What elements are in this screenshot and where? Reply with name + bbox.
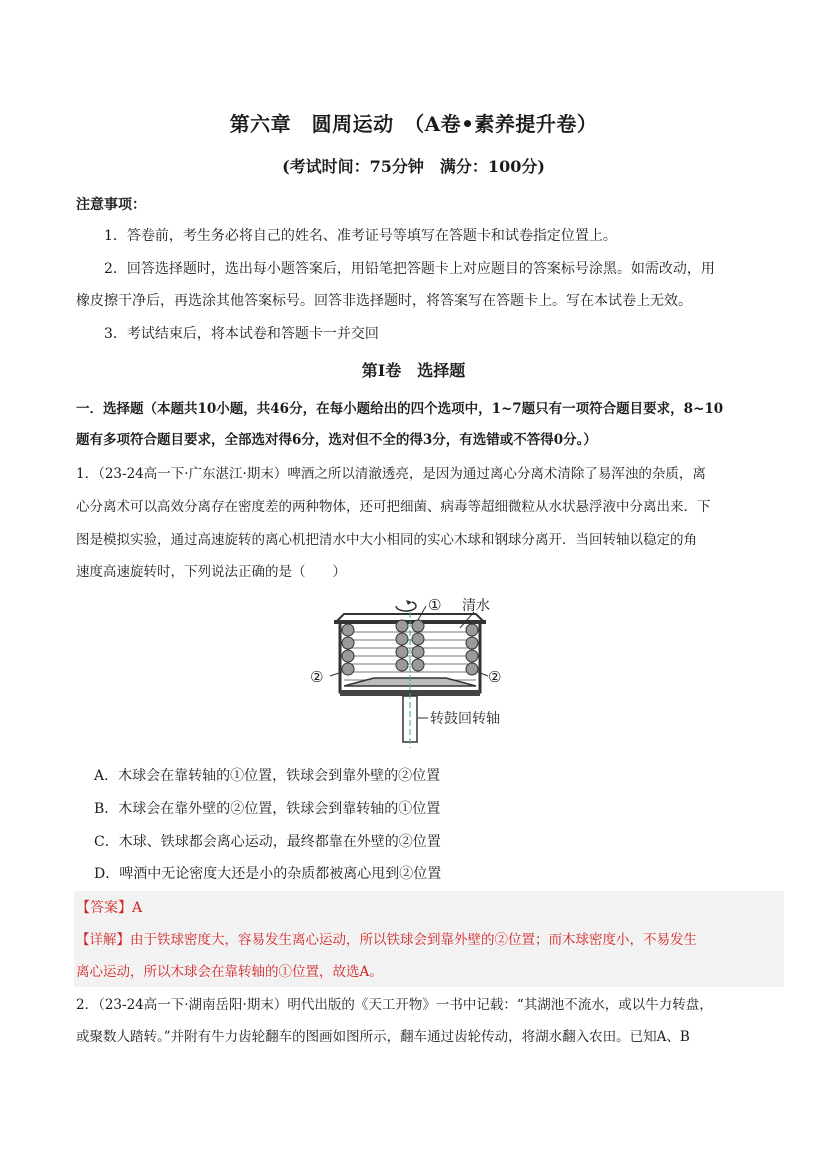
exam-info: (考试时间：75分钟 满分：100分) bbox=[282, 157, 545, 176]
centrifuge-figure bbox=[300, 592, 530, 752]
option-b: B．木球会在靠外壁的②位置，铁球会到靠转轴的①位置 bbox=[94, 801, 441, 817]
notice-item-3: 3．考试结束后，将本试卷和答题卡一并交回 bbox=[104, 326, 379, 342]
question-1-line-4: 速度高速旋转时，下列说法正确的是（ ） bbox=[76, 564, 346, 580]
rotation-arrow-icon bbox=[396, 602, 416, 611]
notice-item-2-cont: 橡皮擦干净后，再选涂其他答案标号。回答非选择题时，将答案写在答题卡上。写在本试卷上无效。 bbox=[76, 293, 692, 309]
question-2-line-1: 2．（23-24高一下·湖南岳阳·期末）明代出版的《天工开物》一书中记载：“其湖池不流水，或以牛力转盘， bbox=[76, 997, 713, 1013]
notice-item-1: 1．答卷前，考生务必将自己的姓名、准考证号等填写在答题卡和试卷指定位置上。 bbox=[104, 228, 617, 244]
label-water: 清水 bbox=[462, 598, 490, 614]
notice-item-2: 2．回答选择题时，选出每小题答案后，用铅笔把答题卡上对应题目的答案标号涂黑。如需改动，用 bbox=[104, 261, 715, 277]
notice-heading: 注意事项： bbox=[76, 197, 146, 213]
detail-line-2: 离心运动，所以木球会在靠转轴的①位置，故选A。 bbox=[76, 964, 383, 980]
answer-label: 【答案】A bbox=[76, 900, 143, 916]
detail-line-1: 【详解】由于铁球密度大，容易发生离心运动，所以铁球会到靠外壁的②位置；而木球密度小，不易发生 bbox=[76, 932, 697, 948]
label-position-two-right: ② bbox=[488, 668, 502, 686]
center-balls bbox=[396, 620, 424, 671]
rotation-arrowhead-icon bbox=[406, 600, 412, 605]
option-c: C．木球、铁球都会离心运动，最终都靠在外壁的②位置 bbox=[94, 834, 441, 850]
question-2-line-2: 或聚数人踏转。”并附有牛力齿轮翻车的图画如图所示，翻车通过齿轮传动，将湖水翻入农田。已知A、B bbox=[76, 1029, 690, 1045]
question-1-line-2: 心分离术可以高效分离存在密度差的两种物体，还可把细菌、病毒等超细微粒从水状悬浮液中分离出来．下 bbox=[76, 499, 711, 515]
label-position-one: ① bbox=[428, 596, 442, 614]
question-1-line-1: 1．（23-24高一下·广东湛江·期末）啤酒之所以清澈透亮，是因为通过离心分离术清除了易浑浊的杂质，离 bbox=[76, 466, 706, 482]
label-position-two-left: ② bbox=[310, 668, 324, 686]
section-instructions-line-2: 题有多项符合题目要求，全部选对得6分，选对但不全的得3分，有选错或不答得0分。） bbox=[76, 432, 597, 448]
question-1-line-3: 图是模拟实验，通过高速旋转的离心机把清水中大小相同的实心木球和钢球分离开．当回转轴以稳定的角 bbox=[76, 532, 697, 548]
section-instructions-line-1: 一．选择题（本题共10小题，共46分，在每小题给出的四个选项中，1~7题只有一项符合题目要求，8~10 bbox=[76, 401, 724, 417]
section-title: 第Ⅰ卷 选择题 bbox=[361, 361, 466, 380]
page-title: 第六章 圆周运动 （A卷•素养提升卷） bbox=[229, 112, 598, 136]
option-d: D．啤酒中无论密度大还是小的杂质都被离心甩到②位置 bbox=[94, 866, 442, 882]
label-rotation-axis: 转鼓回转轴 bbox=[430, 711, 500, 727]
option-a: A．木球会在靠转轴的①位置，铁球会到靠外壁的②位置 bbox=[94, 768, 441, 784]
